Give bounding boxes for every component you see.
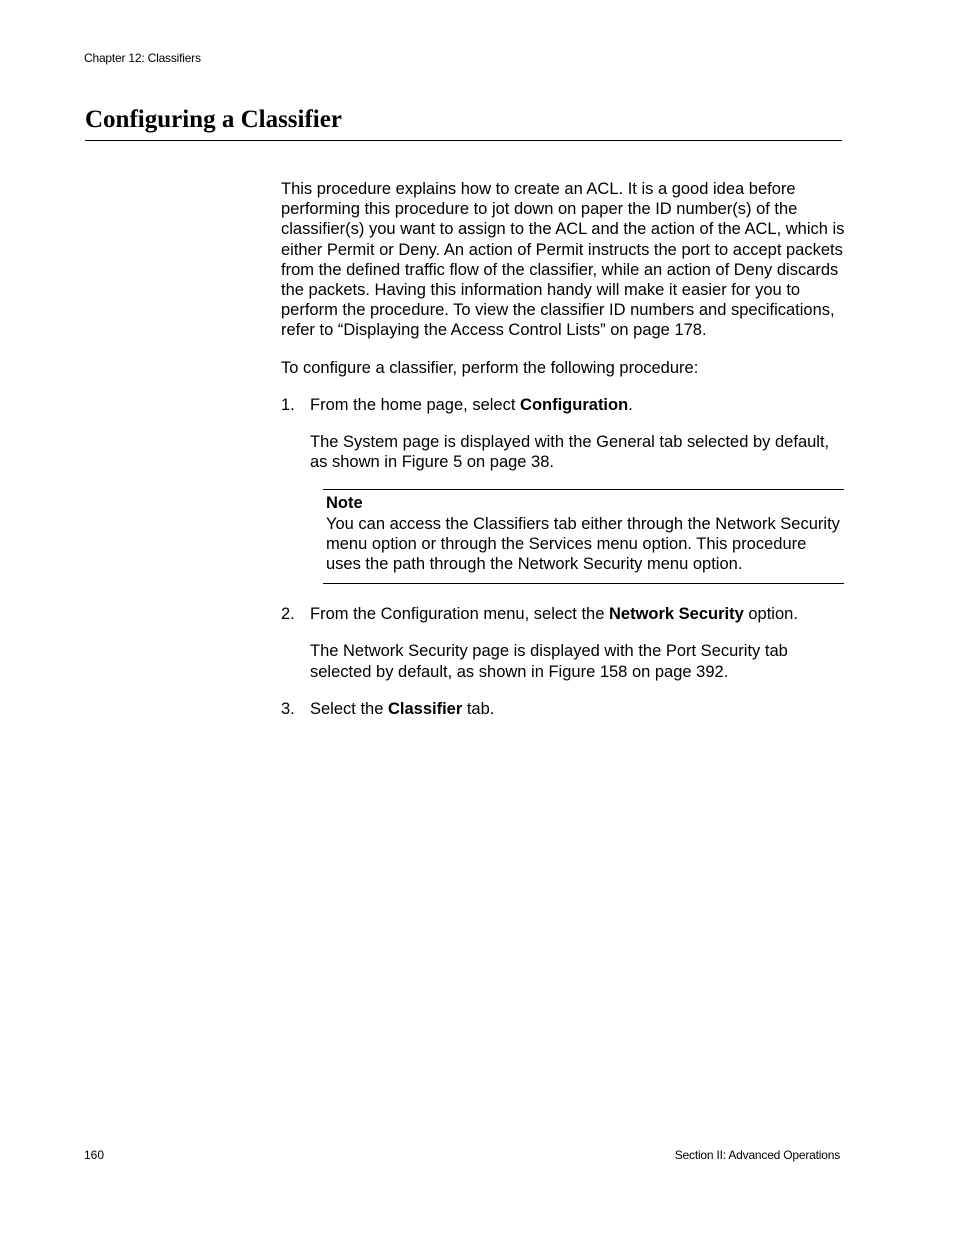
step-text-end: tab. [462, 699, 495, 718]
note-title: Note [326, 494, 363, 513]
procedure-lead-in: To configure a classifier, perform the following procedure: [281, 358, 699, 377]
step-text-end: . [628, 395, 633, 414]
footer-section-title: Section II: Advanced Operations [674, 1148, 840, 1162]
intro-paragraph: This procedure explains how to create an ACL. It is a good idea before performing this procedure to jot down on paper the ID number(s) of the classifier(s) you want to assign to the ACL and the action of the ACL, which is either Permit or Deny. An action of Permit instructs the port to accept packets from the defined traffic flow of the classifier, while an action of Deny discards the packets. Having this information handy will make it easier for you to perform the procedure. To view the classifier ID numbers and specifications, refer to “Displaying the Access Control Lists” on page 178. [281, 180, 845, 340]
step-1-result: The System page is displayed with the General tab selected by default, as shown in Figure 5 on page 38. [310, 433, 830, 472]
step-bold-term: Network Security [608, 605, 744, 624]
step-bold-term: Configuration [520, 395, 629, 414]
step-text-end: option. [743, 605, 798, 624]
note-text: You can access the Classifiers tab either through the Network Security menu option or through the Services menu option. This procedure uses the path through the Network Security menu option. [326, 514, 840, 574]
running-header: Chapter 12: Classifiers [84, 51, 201, 65]
step-text: From the Configuration menu, select the [310, 605, 609, 624]
step-number: 1. [281, 395, 295, 414]
page-number: 160 [84, 1148, 105, 1162]
step-2 [281, 604, 851, 624]
step-3 [281, 699, 851, 719]
step-number: 2. [281, 605, 295, 624]
step-text: From the home page, select [310, 395, 521, 414]
step-1 [281, 395, 851, 415]
note-box [323, 489, 844, 584]
page-title: Configuring a Classifier [85, 106, 342, 133]
step-text: Select the [310, 699, 388, 718]
body-column [281, 179, 851, 736]
step-2-result: The Network Security page is displayed with the Port Security tab selected by default, as shown in Figure 158 on page 392. [310, 642, 788, 681]
title-rule [85, 140, 842, 141]
step-bold-term: Classifier [387, 699, 463, 718]
step-number: 3. [281, 699, 295, 718]
